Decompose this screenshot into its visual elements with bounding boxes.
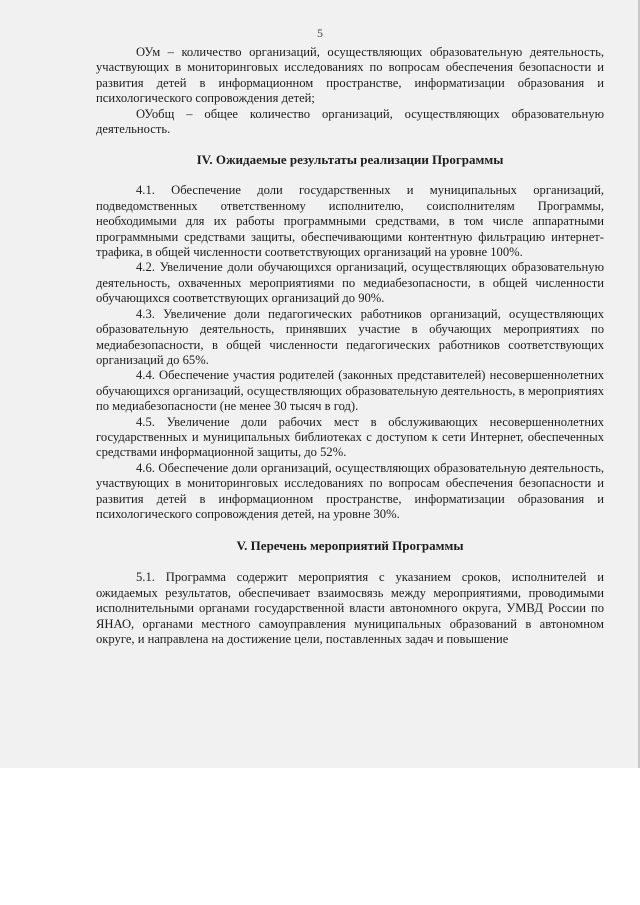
- item-4-2: 4.2. Увеличение доли обучающихся организаций, осуществляющих образовательную деятельность, охваченных мероприятиями по медиабезопасности, в общей численности обучающихся соответствующих организаций до 90%.: [96, 260, 604, 306]
- item-5-1: 5.1. Программа содержит мероприятия с указанием сроков, исполнителей и ожидаемых результатов, обеспечивает взаимосвязь между мероприятиями, проводимыми исполнительными органами государственной власти автономного округа, УМВД России по ЯНАО, органами местного самоуправления муниципальных образований в автономном округе, и направлена на достижение цели, поставленных задач и повышение: [96, 570, 604, 646]
- document-body: [96, 45, 604, 647]
- section-4-heading: IV. Ожидаемые результаты реализации Программы: [196, 152, 504, 168]
- item-4-1: 4.1. Обеспечение доли государственных и муниципальных организаций, подведомственных ответственному исполнителю, соисполнителям Программы, необходимыми для их работы программными средствами, в том числе аппаратными программными средствами защиты, обеспечивающими контентную фильтрацию интернет-трафика, в общей численности соответствующих организаций на уровне 100%.: [96, 183, 604, 260]
- page-number: 5: [317, 26, 323, 40]
- item-4-5: 4.5. Увеличение доли рабочих мест в обслуживающих несовершеннолетних государственных и муниципальных библиотеках с доступом к сети Интернет, обеспеченных средствами информационной защиты, до 52%.: [96, 414, 604, 460]
- item-4-6: 4.6. Обеспечение доли организаций, осуществляющих образовательную деятельность, участвующих в мониторинговых исследованиях по вопросам обеспечения безопасности и развития детей в информационном пространстве, информатизации образования и психологического сопровождения детей, на уровне 30%.: [96, 460, 604, 521]
- item-4-3: 4.3. Увеличение доли педагогических работников организаций, осуществляющих образовательную деятельность, принявших участие в обучающих мероприятиях по медиабезопасности, в общей численности педагогических работников соответствующих организаций до 65%.: [96, 306, 604, 367]
- paragraph-oum: ОУм – количество организаций, осуществляющих образовательную деятельность, участвующих в мониторинговых исследованиях по вопросам обеспечения безопасности и развития детей в информационном пространстве, информатизации образования и психологического сопровождения детей;: [96, 45, 604, 106]
- section-5-heading: V. Перечень мероприятий Программы: [236, 538, 464, 554]
- item-4-4: 4.4. Обеспечение участия родителей (законных представителей) несовершеннолетних обучающихся организаций, осуществляющих образовательную деятельность, в мероприятиях по медиабезопасности (не менее 30 тысяч в год).: [96, 368, 604, 414]
- paragraph-ouobsh: ОУобщ – общее количество организаций, осуществляющих образовательную деятельность.: [96, 106, 604, 137]
